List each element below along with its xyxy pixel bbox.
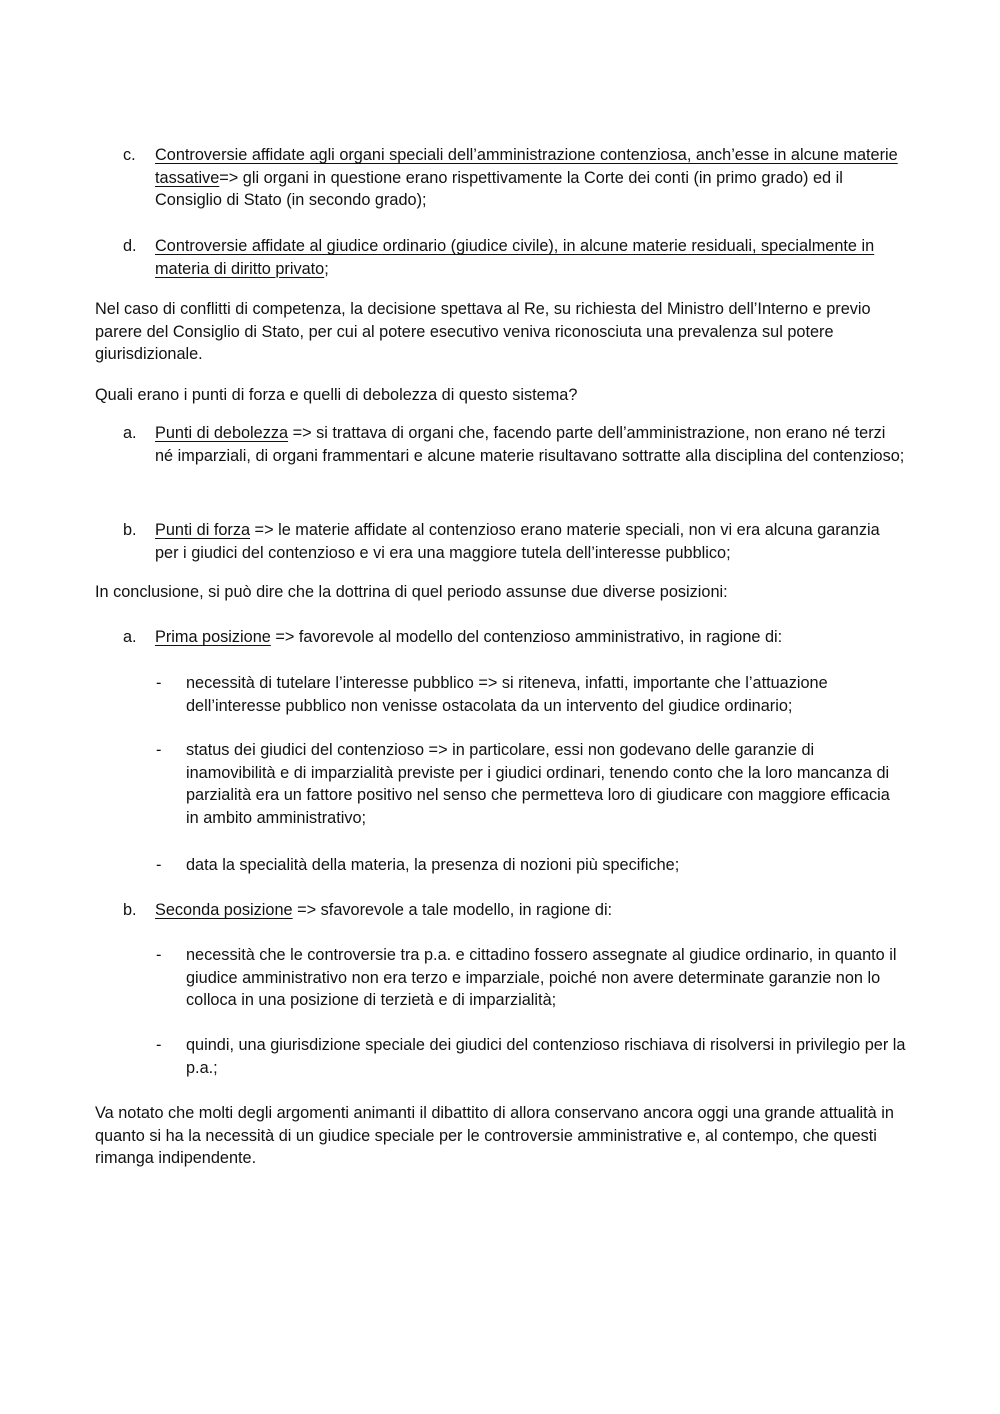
list-item-text (155, 144, 905, 212)
item-body-text: => sfavorevole a tale modello, in ragione di: (292, 901, 613, 919)
paragraph-text: Nel caso di conflitti di competenza, la decisione spettava al Re, su richiesta del Ministro dell’Interno e previo parere del Consiglio di Stato, per cui al potere esecutivo veniva riconosciuta una prevalenza sul potere giurisdizionale. (95, 300, 871, 364)
item-body-text: => si trattava di organi che, facendo parte dell’amministrazione, non erano né terzi né imparziali, di organi frammentari e alcune materie risultavano sottratte alla disciplina del contenzioso; (155, 424, 905, 465)
question-paragraph (95, 384, 905, 407)
list-item-text (155, 422, 905, 467)
bullet-text: data la specialità della materia, la presenza di nozioni più specifiche; (186, 856, 680, 874)
bullet-text: status dei giudici del contenzioso => in particolare, essi non godevano delle garanzie di inamovibilità e di imparzialità previste per i giudici ordinari, tenendo conto che la loro mancanza di parzialità era un fattore positivo nel senso che permetteva loro di giudicare con maggiore efficacia in ambito amministrativo; (186, 741, 890, 827)
underlined-heading: Punti di forza (155, 521, 251, 539)
bullet-item (156, 739, 906, 829)
paragraph-text: In conclusione, si può dire che la dottrina di quel periodo assunse due diverse posizioni: (95, 583, 728, 601)
list-marker: a. (123, 424, 137, 442)
bullet-dash: - (156, 741, 162, 759)
list-item-d (123, 235, 905, 280)
bullet-item (156, 854, 906, 877)
underlined-heading: Prima posizione (155, 628, 271, 646)
underlined-heading: Seconda posizione (155, 901, 293, 919)
list-marker: b. (123, 521, 137, 539)
list-item-weakness (123, 422, 905, 467)
list-item-text (155, 626, 905, 649)
list-marker: a. (123, 628, 137, 646)
bullet-text: necessità che le controversie tra p.a. e cittadino fossero assegnate al giudice ordinario, in quanto il giudice amministrativo non era terzo e imparziale, poiché non avere determinate garanzie non lo colloca in una posizione di terzietà e di imparzialità; (186, 946, 897, 1010)
list-item-second-position (123, 899, 905, 922)
bullet-item (156, 944, 906, 1012)
list-item-c (123, 144, 905, 212)
bullet-dash: - (156, 674, 162, 692)
paragraph-text: Quali erano i punti di forza e quelli di debolezza di questo sistema? (95, 386, 578, 404)
list-item-text (155, 235, 905, 280)
item-body-text: => favorevole al modello del contenzioso amministrativo, in ragione di: (270, 628, 783, 646)
underlined-heading: Punti di debolezza (155, 424, 289, 442)
underlined-heading: Controversie affidate al giudice ordinario (giudice civile), in alcune materie residuali, specialmente in materia di diritto privato (155, 237, 875, 278)
bullet-dash: - (156, 946, 162, 964)
item-body-text: ; (324, 259, 329, 278)
item-body-text: => gli organi in questione erano rispettivamente la Corte dei conti (in primo grado) ed il Consiglio di Stato (in secondo grado); (155, 168, 843, 210)
list-marker: d. (123, 237, 137, 255)
list-item-strength (123, 519, 905, 564)
conclusion-intro (95, 581, 905, 604)
list-item-first-position (123, 626, 905, 649)
list-marker: b. (123, 901, 137, 919)
bullet-text: necessità di tutelare l’interesse pubblico => si riteneva, infatti, importante che l’attuazione dell’interesse pubblico non venisse ostacolata da un intervento del giudice ordinario; (186, 674, 828, 715)
bullet-item (156, 672, 906, 717)
bullet-dash: - (156, 856, 162, 874)
bullet-dash: - (156, 1036, 162, 1054)
bullet-item (156, 1034, 906, 1079)
paragraph-text: Va notato che molti degli argomenti animanti il dibattito di allora conservano ancora oggi una grande attualità in quanto si ha la necessità di un giudice speciale per le controversie amministrative e, al contempo, che questi rimanga indipendente. (95, 1104, 894, 1168)
paragraph-conflitti (95, 298, 905, 366)
bullet-text: quindi, una giurisdizione speciale dei giudici del contenzioso rischiava di risolversi in privilegio per la p.a.; (186, 1036, 906, 1077)
item-body-text: => le materie affidate al contenzioso erano materie speciali, non vi era alcuna garanzia per i giudici del contenzioso e vi era una maggiore tutela dell’interesse pubblico; (155, 521, 880, 562)
final-paragraph (95, 1102, 905, 1170)
list-item-text (155, 899, 905, 922)
underlined-heading: Controversie affidate agli organi speciali dell’amministrazione contenziosa, anch’esse in alcune materie tassative (155, 146, 898, 187)
list-marker: c. (123, 146, 136, 164)
list-item-text (155, 519, 905, 564)
